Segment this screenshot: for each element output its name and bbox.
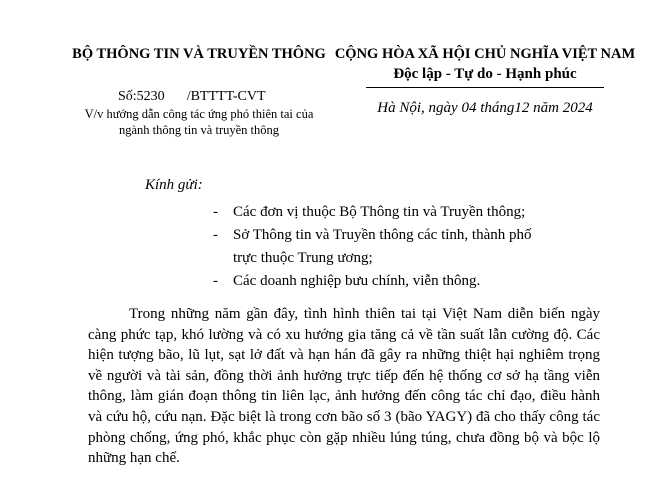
document-number: [118, 89, 266, 105]
recipient-text: Các doanh nghiệp bưu chính, viễn thông.: [233, 273, 481, 289]
recipient-item: [213, 270, 531, 293]
recipient-dash: -: [213, 204, 218, 220]
document-number-label: Số:5230: [118, 89, 165, 104]
document-number-code: /BTTTT-CVT: [186, 89, 266, 104]
national-title: CỘNG HÒA XÃ HỘI CHỦ NGHĨA VIỆT NAM: [334, 46, 636, 62]
recipient-text: Sở Thông tin và Truyền thông các tỉnh, thành phố: [233, 227, 532, 243]
recipient-item: [213, 224, 531, 270]
motto-underline: [366, 87, 604, 88]
place-and-date: Hà Nội, ngày 04 tháng12 năm 2024: [377, 100, 593, 116]
salutation: Kính gửi:: [145, 177, 203, 193]
recipient-text: Các đơn vị thuộc Bộ Thông tin và Truyền thông;: [233, 204, 526, 220]
body-paragraph: Trong những năm gần đây, tình hình thiên tai tại Việt Nam diễn biến ngày càng phức tạp, khó lường và có xu hướng gia tăng cả về tần suất lẫn cường độ. Các hiện tượng bão, lũ lụt, sạt lở đất và hạn hán đã gây ra những thiệt hại nghiêm trọng về người và tài sản, đồng thời ảnh hưởng trực tiếp đến hệ thống cơ sở hạ tầng viễn thông, làm gián đoạn thông tin liên lạc, ảnh hưởng đến công tác chỉ đạo, điều hành và cứu hộ, cứu nạn. Đặc biệt là trong cơn bão số 3 (bão YAGY) đã cho thấy công tác phòng chống, ứng phó, khắc phục còn gặp nhiều lúng túng, chưa đồng bộ và bộc lộ những hạn chế.: [88, 306, 600, 467]
national-motto: Độc lập - Tự do - Hạnh phúc: [393, 66, 577, 82]
recipient-dash: -: [213, 273, 218, 289]
recipient-list: [213, 201, 531, 293]
document-subject: V/v hướng dẫn công tác ứng phó thiên tai của ngành thông tin và truyền thông: [84, 107, 314, 137]
recipient-dash: -: [213, 227, 218, 243]
recipient-item: [213, 201, 531, 224]
recipient-text-continued: trực thuộc Trung ương;: [233, 250, 373, 266]
issuing-organization: BỘ THÔNG TIN VÀ TRUYỀN THÔNG: [72, 46, 326, 62]
